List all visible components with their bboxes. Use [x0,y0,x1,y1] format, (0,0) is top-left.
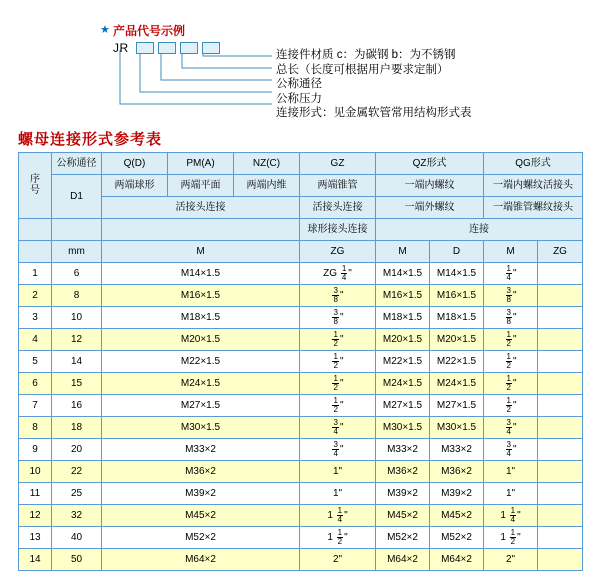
cell-sn: 7 [19,395,52,417]
table-row [19,395,583,417]
cell-m: M45×2 [102,505,300,527]
cell-dn: 14 [52,351,102,373]
header-ball-joint: 球形接头连接 [300,219,376,241]
cell-qg-m: $\frac{3}{8}$ " [484,307,538,329]
cell-qz-d: M52×2 [430,527,484,549]
product-code-legend [0,0,600,120]
header-unit-qz-m: M [376,241,430,263]
cell-zg: $\frac{3}{8}$ " [300,307,376,329]
table-row [19,549,583,571]
cell-qz-d: M16×1.5 [430,285,484,307]
header-sn: 序 号 [19,153,52,219]
cell-sn: 10 [19,461,52,483]
table-row [19,285,583,307]
cell-qz-d: M27×1.5 [430,395,484,417]
cell-qz-m: M30×1.5 [376,417,430,439]
table-row [19,527,583,549]
cell-qz-m: M20×1.5 [376,329,430,351]
cell-zg: $\frac{1}{2}$ " [300,351,376,373]
legend-item-nominal-pressure: 公称压力 [276,92,322,105]
cell-qz-d: M33×2 [430,439,484,461]
cell-sn: 5 [19,351,52,373]
cell-qz-m: M14×1.5 [376,263,430,285]
cell-qg-m: $\frac{3}{8}$ " [484,285,538,307]
cell-qg-zg [538,263,583,285]
product-code-prefix: JR [113,41,129,55]
cell-qg-m: $\frac{1}{2}$ " [484,395,538,417]
cell-sn: 13 [19,527,52,549]
cell-m: M22×1.5 [102,351,300,373]
cell-m: M16×1.5 [102,285,300,307]
cell-qg-m: $\frac{1}{2}$ " [484,373,538,395]
table-row [19,417,583,439]
legend-item-nominal-diameter: 公称通径 [276,78,322,90]
header-sn-blank [19,219,52,241]
cell-zg: ZG $\frac{1}{4}$ " [300,263,376,285]
cell-dn: 18 [52,417,102,439]
cell-m: M18×1.5 [102,307,300,329]
header-type-qg: QG形式 [484,153,583,175]
legend-item-material: 连接件材质 c：为碳钢 b：为不锈钢 [276,49,456,61]
header-unit-m: M [102,241,300,263]
cell-m: M64×2 [102,549,300,571]
cell-sn: 12 [19,505,52,527]
table-row [19,505,583,527]
header-desc-gz: 两端锥管 [300,175,376,197]
cell-dn: 22 [52,461,102,483]
cell-qg-zg [538,373,583,395]
cell-qz-d: M30×1.5 [430,417,484,439]
table-header-row-desc1 [19,175,583,197]
cell-qg-m: 1" [484,483,538,505]
header-dn-blank [52,219,102,241]
cell-qg-m: 1" [484,461,538,483]
cell-sn: 1 [19,263,52,285]
table-row [19,351,583,373]
legend-item-connection-form: 连接形式：见金属软管常用结构形式表 [276,107,472,119]
header-unit-qg-zg: ZG [538,241,583,263]
cell-sn: 11 [19,483,52,505]
cell-qg-m: 1 $\frac{1}{4}$ " [484,505,538,527]
table-row [19,483,583,505]
table-row [19,263,583,285]
cell-qz-m: M36×2 [376,461,430,483]
cell-qg-zg [538,549,583,571]
cell-qz-m: M27×1.5 [376,395,430,417]
cell-qz-m: M64×2 [376,549,430,571]
cell-qz-d: M45×2 [430,505,484,527]
cell-qg-zg [538,351,583,373]
header-type-qz: QZ形式 [376,153,484,175]
spec-table [18,152,583,571]
cell-sn: 3 [19,307,52,329]
header-desc2-qz: 一端外螺纹 [376,197,484,219]
table-row [19,439,583,461]
cell-dn: 8 [52,285,102,307]
header-dn-d1: D1 [52,175,102,219]
section-title: 螺母连接形式参考表 [18,131,163,148]
cell-dn: 12 [52,329,102,351]
cell-qz-m: M18×1.5 [376,307,430,329]
cell-qg-m: 2" [484,549,538,571]
legend-item-list [276,48,472,121]
header-unit-sn [19,241,52,263]
cell-qg-zg [538,527,583,549]
cell-m: M24×1.5 [102,373,300,395]
cell-sn: 6 [19,373,52,395]
cell-zg: 1 $\frac{1}{2}$ " [300,527,376,549]
cell-qz-d: M14×1.5 [430,263,484,285]
cell-dn: 40 [52,527,102,549]
header-desc-qz: 一端内螺纹 [376,175,484,197]
cell-sn: 9 [19,439,52,461]
cell-sn: 4 [19,329,52,351]
cell-zg: 1 $\frac{1}{4}$ " [300,505,376,527]
header-unit-qz-d: D [430,241,484,263]
cell-dn: 32 [52,505,102,527]
cell-qg-m: $\frac{1}{2}$ " [484,351,538,373]
cell-qz-m: M33×2 [376,439,430,461]
cell-qz-m: M39×2 [376,483,430,505]
cell-dn: 10 [52,307,102,329]
header-type-gz: GZ [300,153,376,175]
table-header-row-desc2 [19,197,583,219]
cell-qg-zg [538,483,583,505]
header-desc-qd: 两端球形 [102,175,168,197]
header-blank-left [102,219,300,241]
cell-qg-m: $\frac{1}{4}$ " [484,263,538,285]
cell-qz-m: M52×2 [376,527,430,549]
cell-qz-d: M22×1.5 [430,351,484,373]
header-desc2-gz: 活接头连接 [300,197,376,219]
cell-qz-d: M20×1.5 [430,329,484,351]
cell-dn: 15 [52,373,102,395]
cell-qg-zg [538,285,583,307]
cell-qg-zg [538,395,583,417]
cell-zg: 1" [300,483,376,505]
cell-qg-m: $\frac{3}{4}$ " [484,417,538,439]
cell-qz-m: M24×1.5 [376,373,430,395]
cell-dn: 50 [52,549,102,571]
cell-qg-m: $\frac{3}{4}$ " [484,439,538,461]
legend-title: 产品代号示例 [113,24,186,38]
legend-item-length: 总长（长度可根据用户要求定制） [276,63,449,76]
cell-qg-m: $\frac{1}{2}$ " [484,329,538,351]
cell-zg: $\frac{1}{2}$ " [300,329,376,351]
cell-qz-m: M22×1.5 [376,351,430,373]
cell-zg: 2" [300,549,376,571]
cell-qz-m: M16×1.5 [376,285,430,307]
cell-sn: 8 [19,417,52,439]
cell-qg-m: 1 $\frac{1}{2}$ " [484,527,538,549]
cell-sn: 14 [19,549,52,571]
cell-m: M30×1.5 [102,417,300,439]
cell-zg: 1" [300,461,376,483]
cell-qz-d: M24×1.5 [430,373,484,395]
header-type-qd: Q(D) [102,153,168,175]
cell-zg: $\frac{1}{2}$ " [300,395,376,417]
cell-qg-zg [538,329,583,351]
cell-qg-zg [538,307,583,329]
table-header-row-types [19,153,583,175]
cell-m: M52×2 [102,527,300,549]
header-connection: 连接 [376,219,583,241]
cell-m: M14×1.5 [102,263,300,285]
cell-zg: $\frac{1}{2}$ " [300,373,376,395]
cell-dn: 20 [52,439,102,461]
cell-dn: 6 [52,263,102,285]
table-row [19,461,583,483]
spec-table-wrapper [18,152,582,571]
cell-zg: $\frac{3}{4}$ " [300,439,376,461]
cell-qz-d: M39×2 [430,483,484,505]
cell-dn: 16 [52,395,102,417]
table-row [19,307,583,329]
cell-dn: 25 [52,483,102,505]
table-header-row-group [19,219,583,241]
cell-sn: 2 [19,285,52,307]
table-header-row-units [19,241,583,263]
cell-m: M27×1.5 [102,395,300,417]
cell-qz-d: M18×1.5 [430,307,484,329]
cell-qg-zg [538,439,583,461]
header-dn: 公称通径 [52,153,102,175]
cell-qg-zg [538,461,583,483]
header-unit-zg: ZG [300,241,376,263]
cell-m: M33×2 [102,439,300,461]
cell-zg: $\frac{3}{4}$ " [300,417,376,439]
table-row [19,329,583,351]
header-desc2-left: 活接头连接 [102,197,300,219]
cell-m: M36×2 [102,461,300,483]
table-row [19,373,583,395]
star-icon: ★ [100,24,110,36]
cell-qz-d: M64×2 [430,549,484,571]
header-desc2-qg: 一端锥管螺纹接头 [484,197,583,219]
header-desc-qg: 一端内螺纹活接头 [484,175,583,197]
cell-m: M39×2 [102,483,300,505]
cell-qz-m: M45×2 [376,505,430,527]
cell-m: M20×1.5 [102,329,300,351]
cell-zg: $\frac{3}{8}$ " [300,285,376,307]
header-unit-mm: mm [52,241,102,263]
header-type-pma: PM(A) [168,153,234,175]
header-type-nzc: NZ(C) [234,153,300,175]
header-desc-pma: 两端平面 [168,175,234,197]
header-desc-nzc: 两端内维 [234,175,300,197]
cell-qz-d: M36×2 [430,461,484,483]
cell-qg-zg [538,505,583,527]
cell-qg-zg [538,417,583,439]
header-unit-qg-m: M [484,241,538,263]
